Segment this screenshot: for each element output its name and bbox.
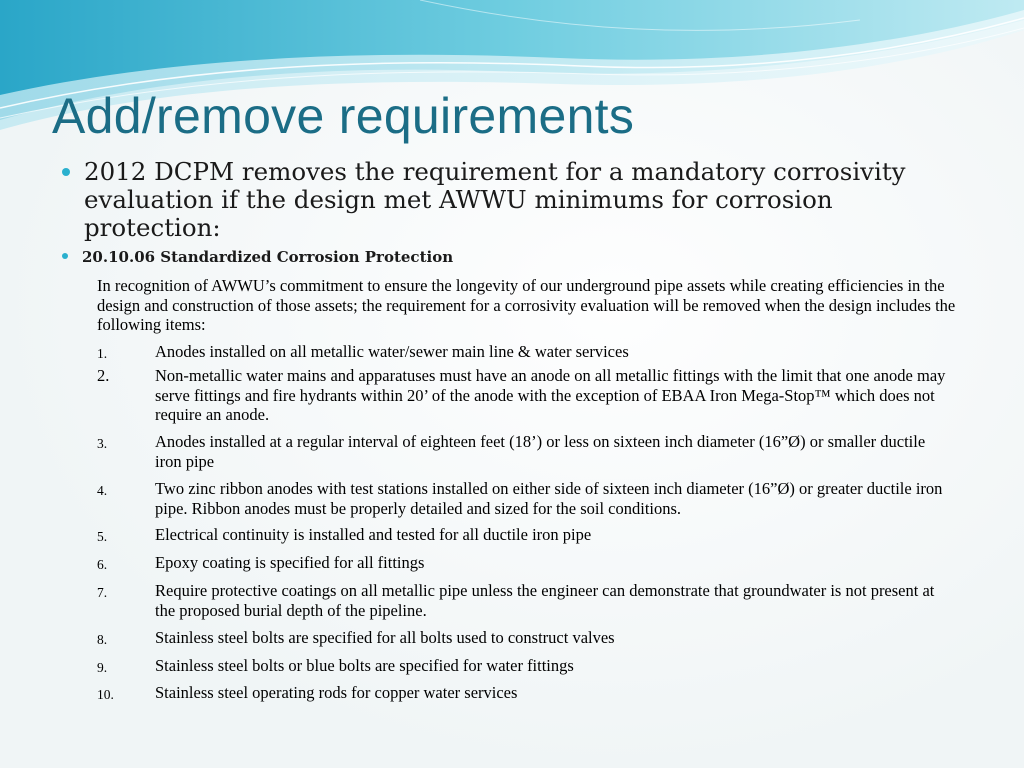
list-text: Two zinc ribbon anodes with test stations installed on either side of sixteen inch diameter (16”Ø) or greater ductile iron pipe. Ribbon anodes must be properly detailed and sized for the soil conditions. bbox=[155, 479, 943, 518]
list-text: Stainless steel bolts or blue bolts are specified for water fittings bbox=[155, 656, 574, 675]
list-number: 7. bbox=[97, 585, 108, 600]
bullet-item bbox=[62, 158, 962, 242]
list-text: Anodes installed on all metallic water/sewer main line & water services bbox=[155, 342, 629, 361]
list-item bbox=[97, 525, 957, 547]
list-item bbox=[97, 366, 957, 425]
list-number: 3. bbox=[97, 436, 108, 451]
bullet-item bbox=[62, 247, 453, 267]
list-number: 2. bbox=[97, 366, 110, 385]
intro-paragraph: In recognition of AWWU’s commitment to ensure the longevity of our underground pipe assets while creating efficiencies in the design and construction of those assets; the requirement for a corrosivity evaluation will be removed when the design includes the following items: bbox=[97, 276, 956, 334]
list-item bbox=[97, 628, 957, 650]
list-text: Stainless steel operating rods for copper water services bbox=[155, 683, 518, 702]
list-text: Electrical continuity is installed and tested for all ductile iron pipe bbox=[155, 525, 592, 544]
list-number: 8. bbox=[97, 632, 108, 647]
list-text: Require protective coatings on all metallic pipe unless the engineer can demonstrate that groundwater is not present at the proposed burial depth of the pipeline. bbox=[155, 581, 935, 620]
list-number: 6. bbox=[97, 557, 108, 572]
list-number: 10. bbox=[97, 687, 114, 702]
section-heading: 20.10.06 Standardized Corrosion Protection bbox=[82, 248, 454, 266]
list-item bbox=[97, 683, 957, 705]
list-text: Epoxy coating is specified for all fittings bbox=[155, 553, 425, 572]
bullet-text: 2012 DCPM removes the requirement for a mandatory corrosivity evaluation if the design met AWWU minimums for corrosion protection: bbox=[84, 157, 906, 242]
list-number: 9. bbox=[97, 660, 108, 675]
bullet-dot-icon bbox=[62, 168, 70, 176]
list-item bbox=[97, 479, 957, 518]
list-item bbox=[97, 656, 957, 678]
slide-title: Add/remove requirements bbox=[52, 88, 635, 144]
list-number: 5. bbox=[97, 529, 108, 544]
list-item bbox=[97, 553, 957, 575]
list-text: Stainless steel bolts are specified for all bolts used to construct valves bbox=[155, 628, 615, 647]
list-item bbox=[97, 581, 957, 620]
bullet-dot-icon bbox=[62, 253, 68, 259]
list-text: Anodes installed at a regular interval of eighteen feet (18’) or less on sixteen inch diameter (16”Ø) or smaller ductile iron pipe bbox=[155, 432, 926, 471]
list-number: 4. bbox=[97, 483, 108, 498]
list-item bbox=[97, 432, 957, 471]
list-item bbox=[97, 342, 957, 364]
list-text: Non-metallic water mains and apparatuses must have an anode on all metallic fittings with the limit that one anode may serve fittings and fire hydrants within 20’ of the anode with the exception of EBAA Iron Mega-Stop™ which does not require an anode. bbox=[155, 366, 946, 424]
list-number: 1. bbox=[97, 346, 108, 361]
